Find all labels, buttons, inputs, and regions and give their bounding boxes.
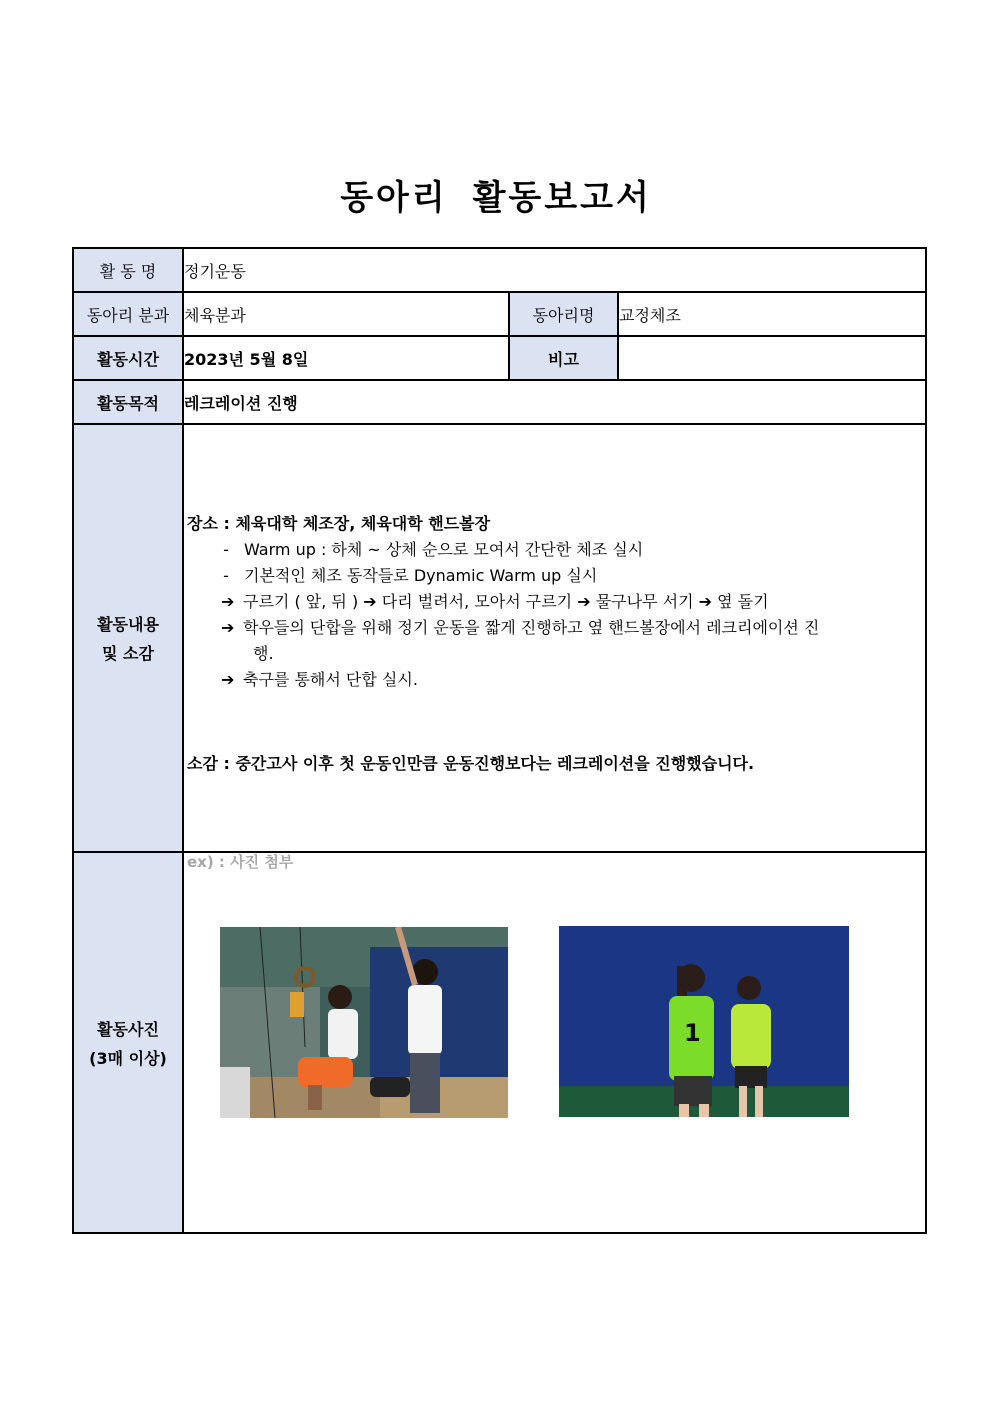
content-cell [183,424,926,852]
photo-hint: ex) : 사진 첨부 [187,853,294,871]
list-item [187,589,911,615]
club-name-label: 동아리명 [509,292,618,336]
list-item-text: 학우들의 단합을 위해 정기 운동을 짧게 진행하고 옆 핸드볼장에서 레크리에이션 진 [243,618,820,637]
photos-cell [183,852,926,1233]
activity-photo-2 [559,926,849,1117]
club-division-label: 동아리 분과 [73,292,183,336]
arrow-icon: ➔ [221,670,235,689]
purpose-label: 활동목적 [73,380,183,424]
activity-time-label: 활동시간 [73,336,183,380]
report-table [72,247,927,1234]
content-label-line2: 및 소감 [102,644,154,663]
list-item [187,667,911,693]
list-item-text: 구르기 ( 앞, 뒤 ) ➔ 다리 벌려서, 모아서 구르기 ➔ 물구나무 서기 ➔ 옆 돌기 [243,592,769,611]
activity-photo-1 [220,927,508,1118]
place-line: 장소 : 체육대학 체조장, 체육대학 핸드볼장 [187,514,491,533]
photos-label-line1: 활동사진 [97,1019,159,1039]
club-name-value: 교정체조 [618,292,926,336]
dash-bullet: - [223,540,229,559]
club-division-value: 체육분과 [183,292,509,336]
remarks-value [618,336,926,380]
content-label [73,424,183,852]
activity-time-value: 2023년 5월 8일 [183,336,509,380]
content-label-line1: 활동내용 [97,615,159,634]
svg-text:1: 1 [684,1019,701,1047]
list-item-continuation: 행. [253,644,274,663]
impression-line: 소감 : 중간고사 이후 첫 운동인만큼 운동진행보다는 레크레이션을 진행했습니다. [187,754,755,773]
arrow-icon: ➔ [221,618,235,637]
page-title: 동아리 활동보고서 [340,178,652,218]
activity-name-label: 활 동 명 [73,248,183,292]
list-item [187,615,911,641]
list-item [187,563,911,589]
arrow-icon: ➔ [221,592,235,611]
activity-name-value: 정기운동 [183,248,926,292]
photos-label-line2: (3매 이상) [89,1048,167,1068]
remarks-label: 비고 [509,336,618,380]
list-item-text: 축구를 통해서 단합 실시. [243,670,418,689]
list-item-text: 기본적인 체조 동작들로 Dynamic Warm up 실시 [244,566,598,585]
purpose-value: 레크레이션 진행 [183,380,926,424]
list-item-text: Warm up : 하체 ~ 상체 순으로 모여서 간단한 체조 실시 [244,540,644,559]
photos-label [73,852,183,1233]
list-item [187,537,911,563]
dash-bullet: - [223,566,229,585]
